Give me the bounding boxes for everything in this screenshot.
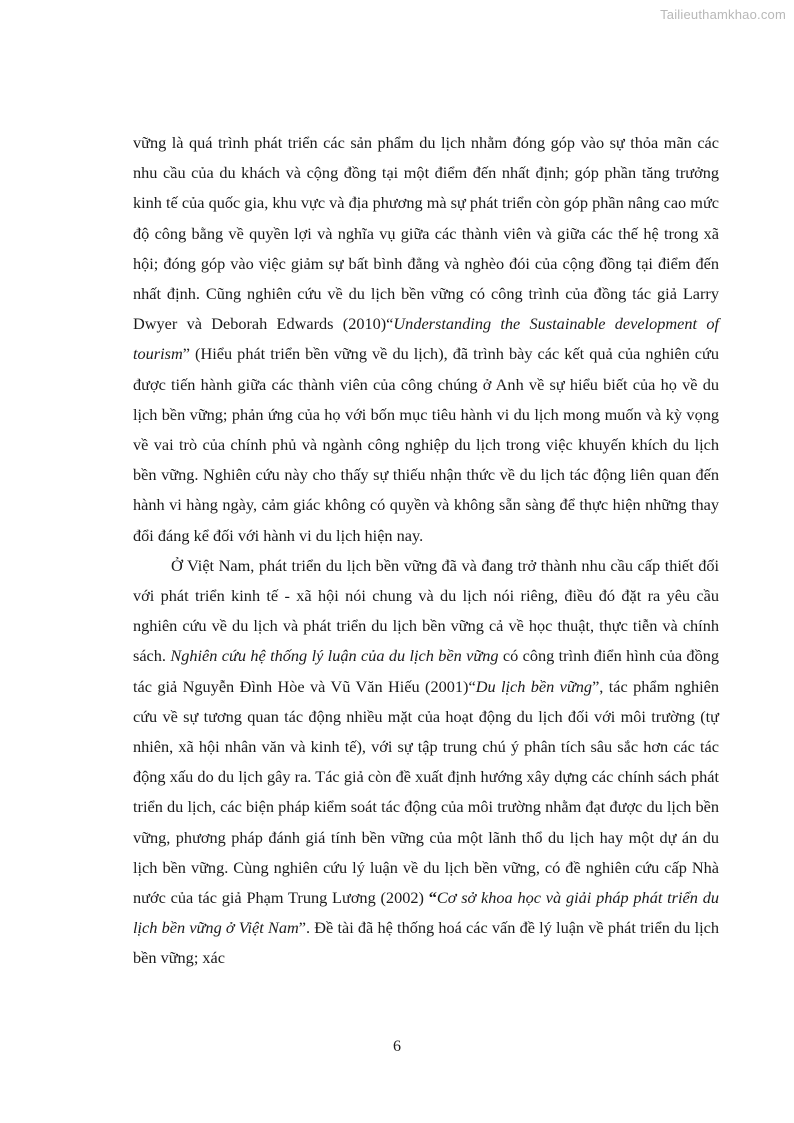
text-run: ”, tác phẩm nghiên cứu về sự tương quan tác động nhiều mặt của hoạt động du lịch đối với môi trường (tự nhiên, xã hội nhân văn và kinh tế), với sự tập trung chú ý phân tích sâu sắc hơn các tác động xấu do du lịch gây ra. Tác giả còn đề xuất định hướng xây dựng các chính sách phát triển du lịch, các biện pháp kiểm soát tác động của môi trường nhằm đạt được du lịch bền vững, phương pháp đánh giá tính bền vững của một lãnh thổ du lịch hay một dự án du lịch bền vững. Cùng nghiên cứu lý luận về du lịch bền vững, có đề nghiên cứu cấp Nhà nước của tác giả Phạm Trung Lương (2002)	[133, 676, 719, 908]
text-run: ” (Hiểu phát triển bền vững về du lịch), đã trình bày các kết quả của nghiên cứu được tiến hành giữa các thành viên của công chúng ở Anh về sự hiểu biết của họ về du lịch bền vững; phản ứng của họ với bốn mục tiêu hành vi du lịch mong muốn và kỳ vọng về vai trò của chính phủ và ngành công nghiệp du lịch trong việc khuyến khích du lịch bền vững. Nghiên cứu này cho thấy sự thiếu nhận thức về du lịch tác động liên quan đến hành vi hàng ngày, cảm giác không có quyền và không sẵn sàng để thực hiện những thay đổi đáng kể đối với hành vi du lịch hiện nay.	[133, 344, 719, 545]
italic-title-run: Du lịch bền vững	[475, 676, 593, 696]
text-run: Ở Việt Nam, phát triển du lịch bền vững đã và đang trở thành nhu cầu cấp thiết đối với phát triển kinh tế - xã hội nói chung và du lịch nói riêng, điều đó đặt ra yêu cầu nghiên cứu về du lịch và phát triển du lịch bền vững cả về học thuật, thực tiễn và chính sách.	[133, 555, 719, 666]
text-run: ”. Đề tài đã hệ thống hoá các vấn đề lý luận về phát triển du lịch bền vững; xác	[133, 918, 719, 968]
paragraph-2	[133, 551, 719, 974]
italic-title-run: Understanding the Sustainable development of tourism	[133, 314, 719, 364]
watermark: Tailieuthamkhao.com	[660, 7, 786, 22]
bold-quote-run: “	[428, 888, 437, 908]
text-run: vững là quá trình phát triển các sản phẩm du lịch nhằm đóng góp vào sự thỏa mãn các nhu cầu của du khách và cộng đồng tại một điểm đến nhất định; góp phần tăng trưởng kinh tế của quốc gia, khu vực và địa phương mà sự phát triển còn góp phần nâng cao mức độ công bằng về quyền lợi và nghĩa vụ giữa các thành viên và giữa các thế hệ trong xã hội; đóng góp vào việc giảm sự bất bình đẳng và nghèo đói của cộng đồng tại điểm đến nhất định. Cũng nghiên cứu về du lịch bền vững có công trình của đồng tác giả Larry Dwyer và Deborah Edwards (2010)“	[133, 133, 719, 334]
page-number: 6	[393, 1038, 401, 1055]
italic-title-run: Cơ sở khoa học và giải pháp phát triển du lịch bền vững ở Việt Nam	[133, 888, 719, 938]
paragraph-1	[133, 128, 719, 551]
document-body	[133, 128, 719, 974]
text-run: có công trình điển hình của đồng tác giả Nguyễn Đình Hòe và Vũ Văn Hiếu (2001)“	[133, 646, 719, 696]
italic-run: Nghiên cứu hệ thống lý luận của du lịch bền vững	[170, 646, 499, 666]
